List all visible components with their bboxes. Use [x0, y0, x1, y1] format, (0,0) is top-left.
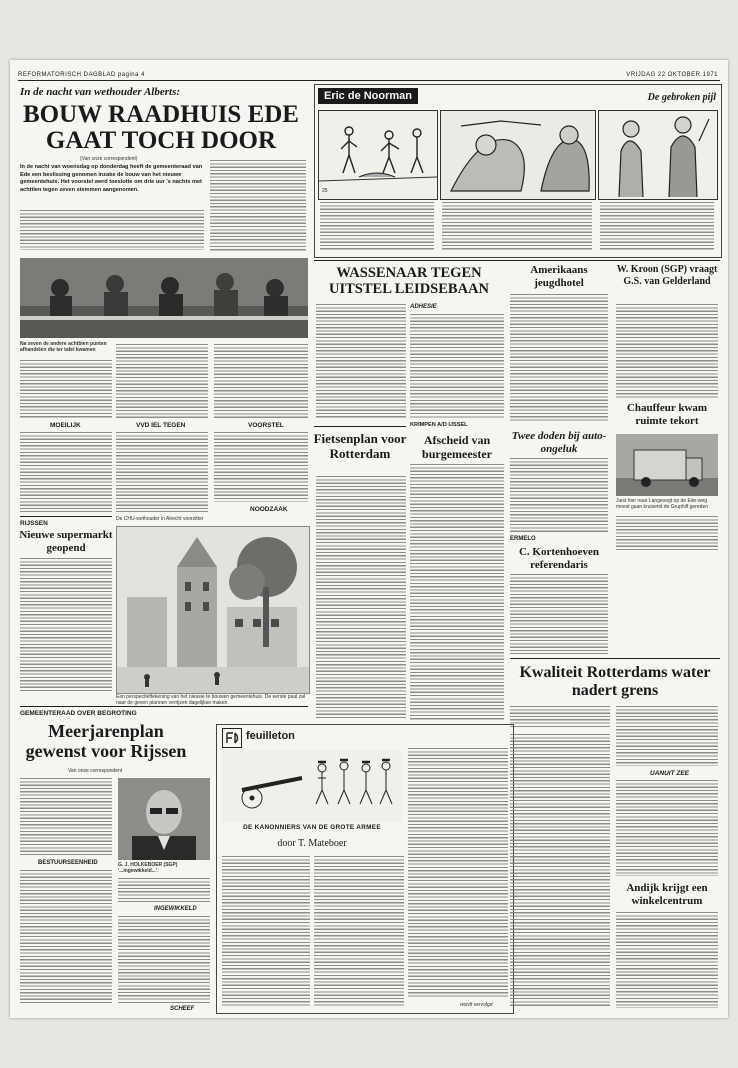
- kwaliteit-sub: UANUIT ZEE: [650, 770, 689, 777]
- meerjaren-text-2: [20, 870, 112, 1004]
- lead-body-col1a: [20, 360, 112, 418]
- wassenaar-sub: ADHESIE: [410, 304, 437, 310]
- chauffeur-text: [616, 516, 718, 552]
- lead-sub-noodzaak: NOODZAAK: [250, 506, 288, 513]
- comic-text-3: [600, 202, 714, 250]
- comic-panel-2-art: [441, 111, 595, 199]
- kroon-headline: W. Kroon (SGP) vraagt G.S. van Gelderland: [616, 264, 718, 287]
- kwaliteit-text-2: [616, 706, 718, 766]
- feuilleton-text-3: [408, 748, 508, 998]
- comic-panel-1: [318, 110, 438, 200]
- townhall-drawing: [116, 526, 310, 694]
- feuilleton-banner: DE KANONNIERS VAN DE GROTE ARMEE: [243, 824, 381, 831]
- andijk-text: [616, 912, 718, 1008]
- lead-sub-moeilijk: MOEILIJK: [50, 422, 81, 429]
- chauffeur-photo: [616, 434, 718, 496]
- doden-text: [510, 458, 608, 532]
- cannon-illustration: [222, 750, 402, 822]
- comic-panel-3: [598, 110, 718, 200]
- feuilleton-cannon-drawing: [222, 750, 402, 822]
- masthead-left: REFORMATORISCH DAGBLAD pagina 4: [18, 72, 145, 78]
- meerjaren-text-3: [118, 878, 210, 902]
- krimpen-sub: KRIMPEN A/D IJSSEL: [410, 422, 468, 428]
- holkeboer-caption: G. J. HOLKEBOER (SGP) '...ingewikkeld...': [118, 862, 178, 874]
- rijssen-headline: Nieuwe supermarkt geopend: [19, 529, 113, 554]
- lead-byline: (Van onze correspondent): [80, 156, 138, 162]
- masthead-right: VRIJDAG 22 OKTOBER 1971: [626, 72, 718, 78]
- feuilleton-author: door T. Mateboer: [277, 838, 347, 849]
- ermelo-headline: C. Kortenhoeven referendaris: [518, 546, 600, 571]
- lead-photo-caption: Na zeven de andere achtbien punten afhandelen die ter tafel kwamen: [20, 341, 107, 353]
- comic-panel-3-art: [599, 111, 717, 199]
- kwaliteit-text-3: [616, 780, 718, 876]
- comic-panel-2: [440, 110, 596, 200]
- lead-body-col2a: [116, 344, 208, 418]
- feuilleton-logo-icon: [222, 728, 242, 748]
- holkeboer-photo: [118, 778, 210, 860]
- chauffeur-headline: Chauffeur kwam ruimte tekort: [626, 402, 708, 427]
- comic-panel-number: 25: [322, 188, 328, 194]
- council-meeting-photo: [20, 258, 308, 338]
- fietsen-text: [316, 476, 406, 720]
- lead-photo2-caption: De CHU-wethouder in Alrecht voorzitter: [116, 516, 204, 522]
- ermelo-text: [510, 574, 608, 654]
- meerjaren-text-4: [118, 916, 210, 1004]
- meerjaren-sub-1: BESTUURSEENHEID: [38, 860, 98, 866]
- meerjaren-text-1: [20, 778, 112, 856]
- chauffeur-caption: Juist hier naar Langevegt op de Ede-weg moest gaan kruisend de Gruphilf gereden: [616, 498, 709, 510]
- kroon-text: [616, 304, 718, 398]
- andijk-headline: Andijk krijgt een winkelcentrum: [626, 882, 708, 907]
- masthead-rule: [18, 80, 720, 81]
- kwaliteit-text-4: [510, 734, 610, 1006]
- townhall-caption: Een perspectieftekening van het nieuwe te bouwen gemeentehuis. De eerste paal zal naar de geven plannen verrijzen dagelijkse maken: [116, 694, 306, 706]
- jeugdhotel-headline: Amerikaans jeugdhotel: [530, 264, 588, 289]
- comic-panel-1-art: [319, 111, 437, 199]
- lead-intro-text: [20, 210, 204, 250]
- kwaliteit-text-1: [510, 706, 610, 728]
- meerjaren-kicker: GEMEENTERAAD OVER BEGROTING: [20, 710, 137, 717]
- fietsen-headline: Fietsenplan voor Rotterdam: [313, 431, 407, 461]
- krimpen-headline: Afscheid van burgemeester: [422, 433, 492, 461]
- feuilleton-continued: wordt vervolgd: [460, 1002, 493, 1008]
- council-photo-art: [20, 258, 308, 338]
- rijssen-sub: RIJSSEN: [20, 520, 48, 527]
- feuilleton-label: feuilleton: [246, 730, 295, 742]
- meerjaren-byline: Van onze correspondent: [68, 768, 123, 774]
- lead-headline-2: GAAT TOCH DOOR: [45, 127, 277, 154]
- lead-body-col1b: [20, 432, 112, 512]
- feuilleton-text-1: [222, 856, 310, 1006]
- comic-subtitle: De gebroken pijl: [647, 92, 716, 103]
- lead-body-col2b: [116, 432, 208, 512]
- comic-title: Eric de Noorman: [318, 88, 418, 104]
- feuilleton-text-2: [314, 856, 404, 1006]
- newspaper-page: [10, 60, 728, 1018]
- ermelo-sub: ERMELO: [510, 536, 536, 542]
- wassenaar-text-2: [410, 314, 504, 418]
- meerjaren-headline: Meerjarenplan gewenst voor Rijssen: [25, 721, 187, 761]
- krimpen-text: [410, 464, 504, 720]
- kwaliteit-headline: Kwaliteit Rotterdams water nadert grens: [519, 664, 711, 700]
- wassenaar-text-1: [316, 304, 406, 418]
- comic-text-1: [320, 202, 434, 250]
- portrait-art: [118, 778, 210, 860]
- wassenaar-headline: WASSENAAR TEGEN UITSTEL LEIDSEBAAN: [329, 265, 489, 297]
- jeugdhotel-text: [510, 294, 608, 422]
- townhall-sketch: [117, 527, 309, 693]
- rijssen-text: [20, 558, 112, 692]
- comic-text-2: [442, 202, 592, 250]
- lead-kicker: In de nacht van wethouder Alberts:: [20, 86, 181, 98]
- lead-sub-voorstel: VOORSTEL: [248, 422, 284, 429]
- meerjaren-sub-2: INGEWIKKELD: [154, 906, 197, 912]
- truck-photo-art: [616, 434, 718, 496]
- lead-col-text: [210, 160, 306, 252]
- lead-intro: In de nacht van woensdag op donderdag heeft de gemeenteraad van Ede een beslissing genomen inzake de bouw van het nieuwe gemeentehuis. Het voorstel werd toeslotte om drie uur 's nachts met achttien tegen zeven stemmen aangenomen.: [20, 164, 203, 193]
- lead-sub-vvd: VVD IEL TEGEN: [136, 422, 186, 429]
- lead-body-col3b: [214, 432, 308, 502]
- lead-headline-1: BOUW RAADHUIS EDE: [23, 101, 299, 128]
- meerjaren-sub-3: SCHEEF: [170, 1006, 195, 1012]
- lead-body-col3a: [214, 344, 308, 418]
- doden-headline: Twee doden bij auto-ongeluk: [511, 430, 607, 455]
